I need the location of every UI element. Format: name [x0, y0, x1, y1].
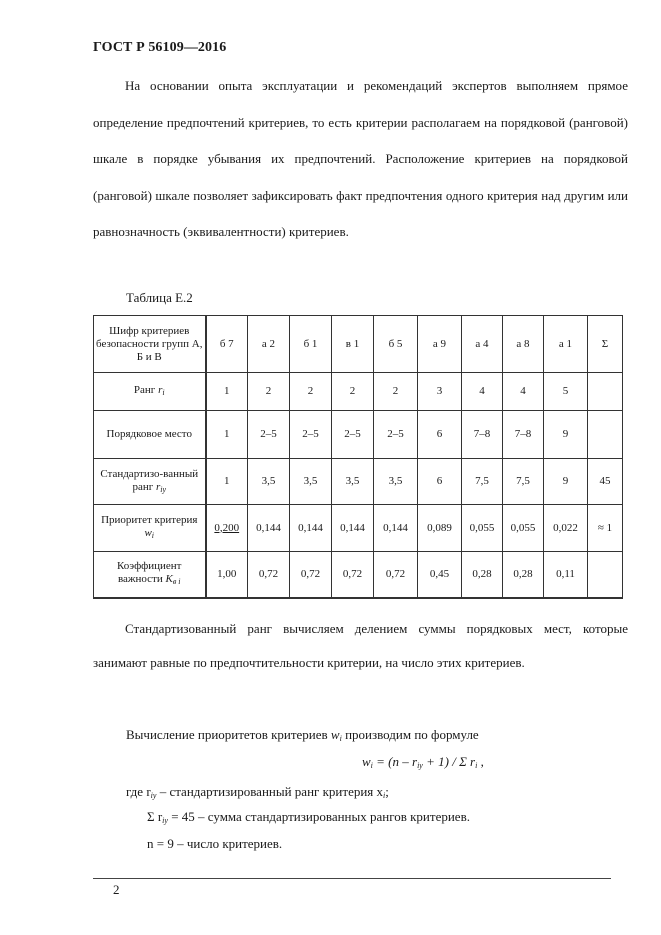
row-std-rank	[94, 459, 623, 505]
cell-std-rank: 7,5	[462, 459, 503, 505]
cell-coefficient: 0,72	[332, 552, 374, 598]
cell-rank: 5	[544, 373, 588, 411]
cell-place: 7–8	[503, 411, 544, 459]
sum-part-b: = 45 – сумма стандартизированных рангов критериев.	[167, 809, 470, 824]
coef-label: Коэффициент важности	[116, 560, 182, 586]
cell-code: а 1	[544, 316, 588, 373]
row-header-codes: Шифр критериев безопасности групп А, Б и В	[94, 316, 206, 373]
cell-rank	[588, 373, 623, 411]
cell-coefficient: 0,28	[503, 552, 544, 598]
cell-code: б 7	[206, 316, 248, 373]
row-header-place: Порядковое место	[94, 411, 206, 459]
cell-code: б 1	[290, 316, 332, 373]
where-part-a: где r	[126, 784, 151, 799]
footer-divider	[93, 878, 611, 879]
cell-coefficient: 0,11	[544, 552, 588, 598]
intro-paragraph: На основании опыта эксплуатации и рекомендаций экспертов выполняем прямое определение предпочтений критериев, то есть критерии располагаем на порядковой (ранговой) шкале в порядке убывания их предпочтений. Расположение критериев на порядковой (ранговой) шкале позволяет зафиксировать факт предпочтения одного критерия над другим или равнозначность (эквивалентности) критериев.	[93, 78, 628, 239]
cell-priority: 0,055	[503, 505, 544, 552]
cell-place: 2–5	[248, 411, 290, 459]
formula-intro-subscript: i	[339, 734, 342, 743]
cell-place: 9	[544, 411, 588, 459]
cell-rank: 2	[290, 373, 332, 411]
cell-priority: 0,055	[462, 505, 503, 552]
formula-end: ,	[477, 754, 484, 769]
rank-label: Ранг	[133, 384, 156, 396]
row-header-rank	[94, 373, 206, 411]
cell-std-rank: 6	[418, 459, 462, 505]
std-rank-label: Стандартизо-ванный ранг	[100, 467, 199, 493]
cell-coefficient: 0,28	[462, 552, 503, 598]
std-rank-subscript: iy	[160, 484, 167, 494]
row-rank	[94, 373, 623, 411]
cell-place: 2–5	[290, 411, 332, 459]
formula-lhs: w	[362, 754, 371, 769]
cell-code: в 1	[332, 316, 374, 373]
rank-subscript: i	[162, 388, 165, 397]
where-subscript: iy	[150, 791, 157, 800]
cell-coefficient: 0,72	[290, 552, 332, 598]
coef-subscript: в i	[172, 577, 181, 587]
where-subscript-2: i	[383, 791, 386, 800]
formula-rhs-subscript: iy	[417, 761, 423, 770]
cell-std-rank: 7,5	[503, 459, 544, 505]
cell-code: б 5	[374, 316, 418, 373]
cell-priority: 0,144	[374, 505, 418, 552]
criteria-table	[93, 315, 623, 599]
row-header-priority	[94, 505, 206, 552]
priority-formula	[362, 754, 484, 770]
formula-intro-text: Вычисление приоритетов критериев	[126, 727, 328, 742]
cell-rank: 2	[332, 373, 374, 411]
priority-label: Приоритет критерия	[101, 514, 198, 526]
cell-priority: 0,144	[332, 505, 374, 552]
cell-priority: 0,144	[290, 505, 332, 552]
cell-rank: 2	[248, 373, 290, 411]
cell-rank: 3	[418, 373, 462, 411]
cell-std-rank: 3,5	[332, 459, 374, 505]
cell-rank: 4	[503, 373, 544, 411]
table-caption: Таблица Е.2	[126, 290, 193, 305]
formula-rhs-part-b: + 1) / Σ r	[422, 754, 476, 769]
row-place	[94, 411, 623, 459]
document-header: ГОСТ Р 56109—2016	[93, 40, 227, 55]
cell-code: а 9	[418, 316, 462, 373]
cell-priority: 0,144	[248, 505, 290, 552]
row-coefficient	[94, 552, 623, 598]
cell-rank: 1	[206, 373, 248, 411]
formula-lhs-subscript: i	[370, 761, 373, 770]
formula-intro	[126, 727, 479, 743]
coef-symbol: K	[165, 573, 173, 586]
cell-rank: 2	[374, 373, 418, 411]
cell-priority: 0,022	[544, 505, 588, 552]
cell-std-rank: 3,5	[374, 459, 418, 505]
cell-code: Σ	[588, 316, 623, 373]
formula-intro-symbol: w	[330, 727, 340, 742]
cell-priority: 0,200	[206, 505, 248, 552]
row-header-coefficient	[94, 552, 206, 598]
cell-code: а 4	[462, 316, 503, 373]
cell-coefficient: 1,00	[206, 552, 248, 598]
where-end: ;	[385, 784, 389, 799]
sum-subscript: iy	[162, 816, 168, 825]
row-codes	[94, 316, 623, 373]
cell-coefficient: 0,72	[248, 552, 290, 598]
cell-priority: 0,089	[418, 505, 462, 552]
page-number: 2	[113, 882, 120, 897]
formula-rhs-part-a: = (n – r	[372, 754, 418, 769]
priority-symbol: w	[144, 527, 152, 539]
cell-std-rank: 1	[206, 459, 248, 505]
cell-std-rank: 45	[588, 459, 623, 505]
definition-sum	[147, 809, 470, 825]
cell-place: 1	[206, 411, 248, 459]
cell-code: а 8	[503, 316, 544, 373]
cell-place	[588, 411, 623, 459]
definition-count: n = 9 – число критериев.	[147, 836, 283, 851]
cell-std-rank: 9	[544, 459, 588, 505]
cell-priority: ≈ 1	[588, 505, 623, 552]
row-header-std-rank	[94, 459, 206, 505]
rank-symbol: r	[158, 384, 163, 396]
cell-coefficient: 0,72	[374, 552, 418, 598]
row-priority	[94, 505, 623, 552]
definition-std-rank	[126, 784, 389, 800]
cell-coefficient: 0,45	[418, 552, 462, 598]
cell-place: 6	[418, 411, 462, 459]
cell-code: а 2	[248, 316, 290, 373]
std-rank-symbol: r	[155, 480, 161, 493]
priority-subscript: i	[151, 531, 155, 540]
cell-std-rank: 3,5	[290, 459, 332, 505]
where-part-b: – стандартизированный ранг критерия x	[156, 784, 384, 799]
std-rank-paragraph: Стандартизованный ранг вычисляем делением суммы порядковых мест, которые занимают равные по предпочтительности критерии, на число этих критериев.	[93, 621, 628, 670]
cell-place: 7–8	[462, 411, 503, 459]
cell-std-rank: 3,5	[248, 459, 290, 505]
cell-coefficient	[588, 552, 623, 598]
formula-intro-tail: производим по формуле	[345, 727, 479, 742]
formula-rhs-subscript-2: i	[475, 761, 478, 770]
cell-place: 2–5	[374, 411, 418, 459]
cell-rank: 4	[462, 373, 503, 411]
sum-part-a: Σ r	[147, 809, 163, 824]
cell-place: 2–5	[332, 411, 374, 459]
